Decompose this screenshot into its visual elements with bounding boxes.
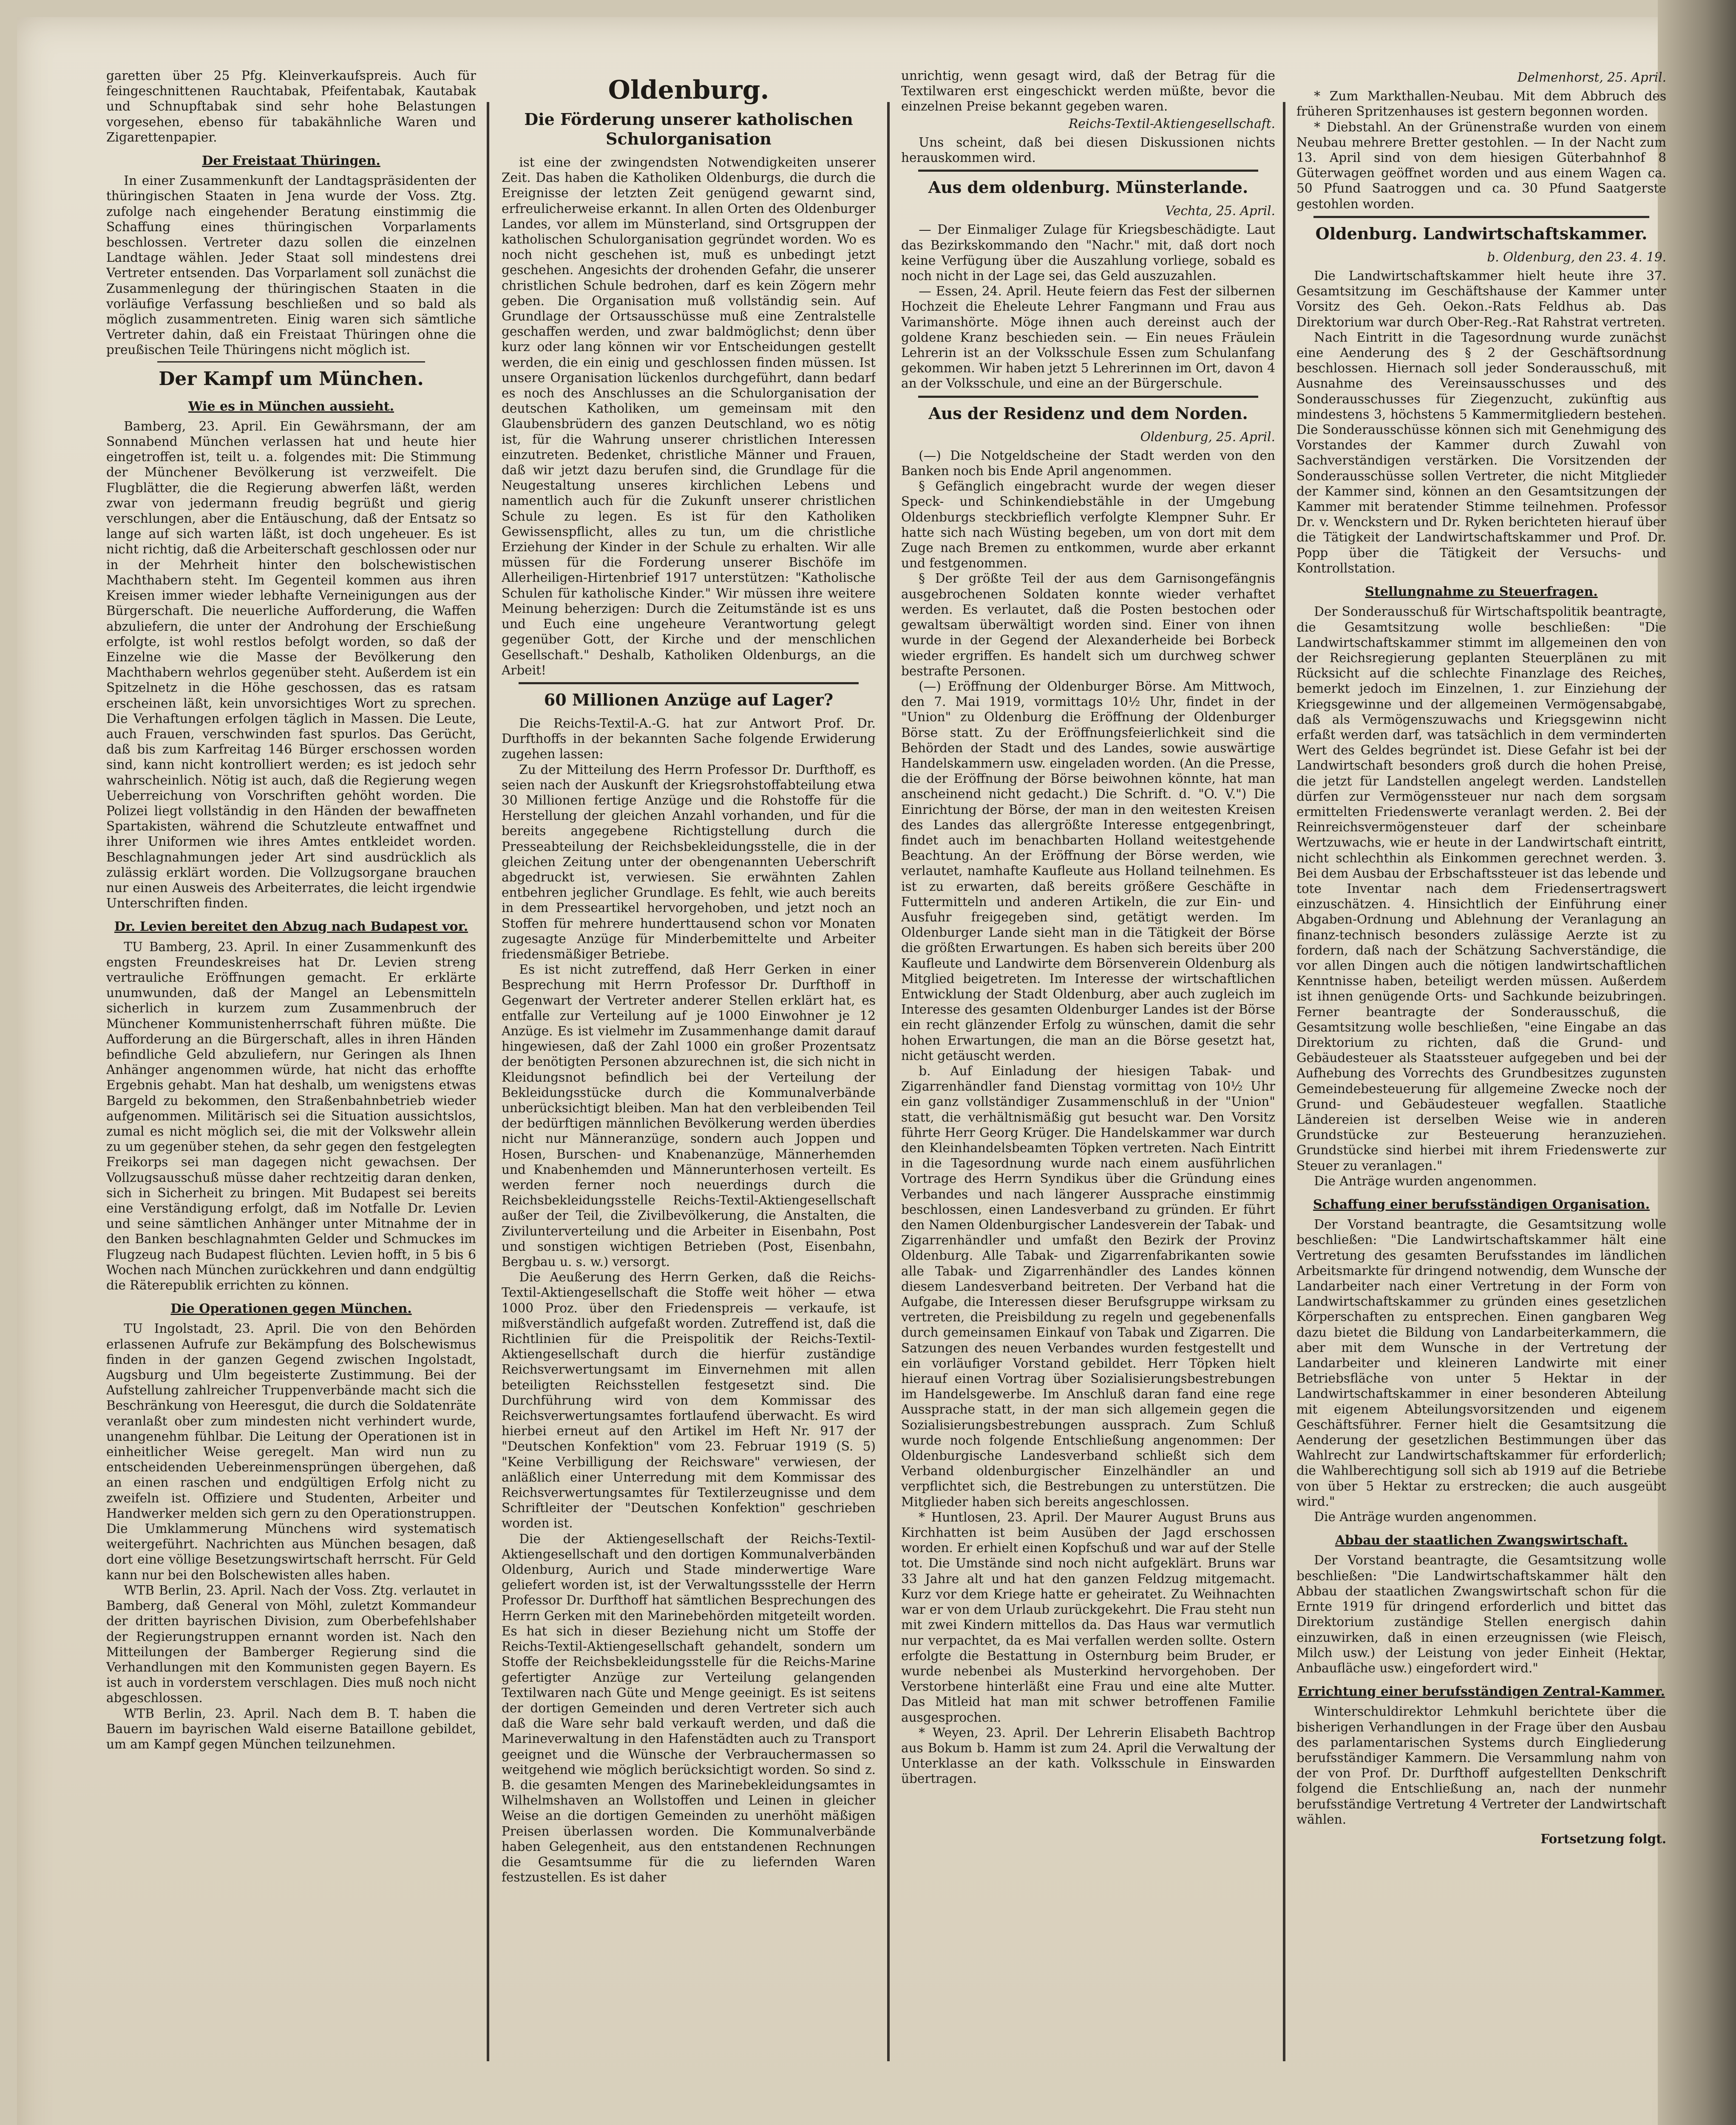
section-divider: [1313, 216, 1649, 218]
article-paragraph: (—) Die Notgeldscheine der Stadt werden von den Banken noch bis Ende April angenommen.: [901, 448, 1275, 479]
article-paragraph: Der Vorstand beantragte, die Gesamtsitzung wolle beschließen: "Die Landwirtschaftskammer hält den Abbau der staatlichen Zwangswirtschaft schon für die Ernte 1919 für dringend erforderlich und bittet das Direktorium zuständige Stellen energisch dahin einzuwirken, daß in einen erzeugnissen (wie Fleisch, Milch usw.) der Leistung von jeder Einheit (Hektar, Anbaufläche usw.) eingefordert wird.": [1296, 1553, 1666, 1675]
section-divider: [157, 361, 425, 363]
article-continuation: unrichtig, wenn gesagt wird, daß der Betrag für die Textilwaren erst eingeschickt werden müßte, bevor die einzelnen Preise bekannt gegeben waren.: [901, 68, 1275, 114]
section-title: Oldenburg. Landwirtschaftskammer.: [1315, 224, 1648, 243]
article-title: Die Förderung unserer katholischen Schulorganisation: [524, 110, 853, 148]
section-heading: Die Operationen gegen München.: [170, 1301, 412, 1317]
article-paragraph: Die der Aktiengesellschaft der Reichs-Textil-Aktiengesellschaft und den dortigen Kommunalverbänden Oldenburg, Aurich und Stade minderwertige Ware geliefert worden ist, ist der Verwaltungssstelle der Herrn Professor Dr. Durfthoff hat sämtlichen Besprechungen des Herrn Gerken mit den Marinebehörden mitgeteilt worden. Es hat sich in dieser Beziehung nicht um Stoffe der Reichs-Textil-Aktiengesellschaft gehandelt, sondern um Stoffe der Reichsbekleidungsstelle für die Reichs-Marine gefertigter Anzüge zur Verteilung gelangenden Textilwaren nach Güte und Menge geeinigt. Es ist seitens der dortigen Gemeinden und deren Vertreter sich auch daß die Ware sehr bald verkauft werden, und daß die Marineverwaltung in den Hafenstädten auch zu Transport geeignet und die Wünsche der Verbrauchermassen so weitgehend wie möglich berücksichtigt worden. So sind z. B. die gesamten Mengen des Marinebekleidungsamtes in Wilhelmshaven an Wollstoffen und Leinen in gleicher Weise an die dortigen Gemeinden zu unerhöht mäßigen Preisen überlassen worden. Die Kommunalverbände haben Gelegenheit, aus den entstandenen Rechnungen die Gesamtsumme für die zu liefernden Waren festzustellen. Es ist daher: [502, 1531, 876, 1885]
continuation-note: Fortsetzung folgt.: [1540, 1831, 1666, 1846]
dateline: Delmenhorst, 25. April.: [1517, 70, 1666, 85]
column-rule: [1283, 102, 1285, 2061]
article-paragraph: * Huntlosen, 23. April. Der Maurer August Bruns aus Kirchhatten ist beim Ausüben der Jagd erschossen worden. Er erhielt einen Kopfschuß und war auf der Stelle tot. Die Umstände sind noch nicht aufgeklärt. Bruns war 33 Jahre alt und hat den ganzen Feldzug mitgemacht. Kurz vor dem Kriege hatte er geheiratet. Zu Weihnachten war er von dem Urlaub zurückgekehrt. Die Frau steht nun mit zwei Kindern mittellos da. Das Haus war vermutlich nur verpachtet, da es Mai verfallen werden sollte. Ostern erfolgte die Bestattung in Osternburg beim Bruder, er wurde nebenbei als Musterkind hervorgehoben. Der Verstorbene hinterläßt eine Frau und eine alte Mutter. Das Mitleid hat man mit schwer betroffenen Familie ausgesprochen.: [901, 1510, 1275, 1725]
column-rule: [487, 102, 489, 2061]
section-divider: [918, 396, 1258, 398]
article-paragraph: Die Reichs-Textil-A.-G. hat zur Antwort Prof. Dr. Durfthoffs in der bekannten Sache folgende Erwiderung zugehen lassen:: [502, 716, 876, 762]
article-paragraph: Die Landwirtschaftskammer hielt heute ihre 37. Gesamtsitzung im Geschäftshause der Kammer unter Vorsitz des Geh. Oekon.-Rats Feldhus ab. Das Direktorium war durch Ober-Reg.-Rat Rahstrat vertreten.: [1296, 269, 1666, 329]
column-2: [502, 68, 876, 2061]
dateline: Vechta, 25. April.: [1165, 204, 1275, 218]
section-heading: Stellungnahme zu Steuerfragen.: [1365, 584, 1598, 600]
article-title: 60 Millionen Anzüge auf Lager?: [544, 690, 834, 709]
article-paragraph: — Essen, 24. April. Heute feiern das Fest der silbernen Hochzeit die Eheleute Lehrer Fangmann und Frau aus Varimanshörte. Möge ihnen auch dereinst auch der goldene Kranz beschieden sein. — Ein neues Fräulein Lehrerin ist an der Volksschule Essen zum Schulanfang gekommen. Wir haben jetzt 5 Lehrerinnen im Ort, davon 4 an der Volksschule, und eine an der Bürgerschule.: [901, 284, 1275, 391]
signature: Reichs-Textil-Aktiengesellschaft.: [1069, 116, 1275, 131]
article-paragraph: In einer Zusammenkunft der Landtagspräsidenten der thüringischen Staaten in Jena wurde der Voss. Ztg. zufolge nach eingehender Beratung einstimmig die Schaffung eines thüringischen Vorparlaments beschlossen. Vertreter dazu sollen die einzelnen Landtage wählen. Jeder Staat soll mindestens drei Vertreter entsenden. Das Vorparlament soll zunächst die Zusammenlegung der thüringischen Staaten in die vorläufige Verfassung beschließen und so bald als möglich zusammentreten. Einig waren sich sämtliche Vertreter dahin, daß ein Freistaat Thüringen ohne die preußischen Teile Thüringens nicht möglich ist.: [106, 173, 476, 357]
article-paragraph: § Der größte Teil der aus dem Garnisongefängnis ausgebrochenen Soldaten konnte wieder verhaftet werden. Es verlautet, daß die Posten bestochen oder gewaltsam überwältigt worden sind. Einer von ihnen wurde in der Gegend der Alexanderheide bei Borbeck wieder ergriffen. Es handelt sich um durchweg schwer bestrafte Personen.: [901, 571, 1275, 678]
article-paragraph: Bamberg, 23. April. Ein Gewährsmann, der am Sonnabend München verlassen hat und heute hier eingetroffen ist, teilt u. a. folgendes mit: Die Stimmung der Münchener Bevölkerung ist verzweifelt. Die Flugblätter, die die Regierung abwerfen läßt, werden zwar von jedermann freudig begrüßt und gierig verschlungen, aber die Entäuschung, daß der Entsatz so lange auf sich warten läßt, ist doch ungeheuer. Es ist nicht richtig, daß die Arbeiterschaft geschlossen oder nur in der Mehrheit hinter den bolschewistischen Machthabern steht. Im Gegenteil kommen aus ihren Kreisen immer wieder lebhafte Verneinigungen aus der Bürgerschaft. Die neuerliche Aufforderung, die Waffen abzuliefern, die unter der Androhung der Erschießung erfolgte, ist wohl restlos befolgt worden, so daß der Einzelne wie die Masse der Bevölkerung den Machthabern wehrlos gegenüber steht. Außerdem ist ein Spitzelnetz in die Höhe geschossen, das es ratsam erscheinen läßt, kein unvorsichtiges Wort zu sprechen. Die Verhaftungen erfolgen täglich in Massen. Die Leute, auch Frauen, verschwinden fast spurlos. Das Gerücht, daß bis zum Karfreitag 146 Bürger erschossen worden sind, kann nicht kontrolliert werden; es ist jedoch sehr wahrscheinlich. Nötig ist auch, daß die Regierung wegen Ueberreichung von Vorschriften gehöht worden. Die Polizei liegt vollständig in den Händen der bewaffneten Spartakisten, während die Schutzleute entwaffnet und ihrer Uniformen wie ihres Amtes entkleidet worden. Beschlagnahmungen jeder Art sind ausdrücklich als zulässig erklärt worden. Die Vollzugsorgane brauchen nur einen Ausweis des Arbeiterrates, die leicht irgendwie Unterschriften finden.: [106, 419, 476, 911]
section-heading: Abbau der staatlichen Zwangswirtschaft.: [1335, 1533, 1628, 1548]
article-paragraph: Die Aeußerung des Herrn Gerken, daß die Reichs-Textil-Aktiengesellschaft die Stoffe weit höher — etwa 1000 Proz. über den Friedenspreis — verkaufe, ist mißverständlich aufgefaßt worden. Zutreffend ist, daß die Richtlinien für die Preispolitik der Reichs-Textil-Aktiengesellschaft durch die hierfür zuständige Reichsverwertungsamt im Einvernehmen mit allen beteiligten Reichsstellen festgesetzt sind. Die Durchführung wird von dem Kommissar des Reichsverwertungsamtes fortlaufend überwacht. Es wird hierbei erneut auf den Artikel im Heft Nr. 917 der "Deutschen Konfektion" vom 23. Februar 1919 (S. 5) "Keine Verbilligung der Reichsware" verwiesen, der anläßlich einer Unterredung mit dem Kommissar des Reichsverwertungsamtes für Textilerzeugnisse und dem Schriftleiter der "Deutschen Konfektion" geschrieben worden ist.: [502, 1270, 876, 1531]
dateline: b. Oldenburg, den 23. 4. 19.: [1487, 249, 1666, 264]
article-paragraph: — Der Einmaliger Zulage für Kriegsbeschädigte. Laut das Bezirkskommando den "Nachr." mit, daß dort noch keine Verfügung über die Auszahlung vorliege, sobald es noch nicht in der Lage sei, das Geld auszuzahlen.: [901, 222, 1275, 283]
page-fold-shadow: [1658, 0, 1736, 2125]
article-paragraph: * Zum Markthallen-Neubau. Mit dem Abbruch des früheren Spritzenhauses ist gestern begonnen worden.: [1296, 89, 1666, 119]
article-paragraph: WTB Berlin, 23. April. Nach dem B. T. haben die Bauern im bayrischen Wald eiserne Bataillone gebildet, um am Kampf gegen München teilzunehmen.: [106, 1706, 476, 1751]
article-continuation: garetten über 25 Pfg. Kleinverkaufspreis. Auch für feingeschnittenen Rauchtabak, Pfeifentabak, Kautabak und Schnupftabak sind sehr hohe Belastungen vorgesehen, ebenso für tabakähnliche Waren und Zigarettenpapier.: [106, 68, 476, 144]
article-paragraph: WTB Berlin, 23. April. Nach der Voss. Ztg. verlautet in Bamberg, daß General von Möhl, zuletzt Kommandeur der dritten bayrischen Division, zum Oberbefehlshaber der Regierungstruppen ernannt worden ist. Nach den Mitteilungen der Bamberger Regierung sind die Verhandlungen mit den Kommunisten gegen Bayern. Es ist auch in vorderstem verschlagen. Dies muß noch nicht abgeschlossen.: [106, 1583, 476, 1706]
article-paragraph: Zu der Mitteilung des Herrn Professor Dr. Durfthoff, es seien nach der Auskunft der Kriegsrohstoffabteilung etwa 30 Millionen fertige Anzüge und die Rohstoffe für die Herstellung der gleichen Anzahl vorhanden, und für die bereits angegebene Richtigstellung durch die Presseabteilung der Reichsbekleidungsstelle, die in der gleichen Zeitung unter der obengenannten Ueberschrift abgedruckt ist, verwiesen. Sie erwähnten Zahlen entbehren jeglicher Grundlage. Es fehlt, wie auch bereits in dem Presseartikel hervorgehoben, und jetzt noch an Stoffen für mehrere hunderttausend schon vor Monaten zugesagte Anzüge für Minderbemittelte und Arbeiter friedensmäßiger Betriebe.: [502, 762, 876, 961]
article-paragraph: Nach Eintritt in die Tagesordnung wurde zunächst eine Aenderung des § 2 der Geschäftsordnung beschlossen. Hiernach soll jeder Sonderausschuß, mit Ausnahme des Vereinsausschusses und des Sonderausschusses für Ziegenzucht, zukünftig aus mindestens 3, höchstens 5 Kammermitgliedern bestehen. Die Sonderausschüsse können sich mit Genehmigung des Vorstandes der Kammer durch Zuwahl von Sachverständigen verstärken. Die Vorsitzenden der Sonderausschüsse sollen Vertreter, die nicht Mitglieder der Kammer sind, können an den Gesamtsitzungen der Kammer mit beratender Stimme teilnehmen. Professor Dr. v. Wenckstern und Dr. Ryken berichteten hierauf über die Tätigkeit der Landwirtschaftskammer und Prof. Dr. Popp über die Tätigkeit der Versuchs- und Kontrollstation.: [1296, 330, 1666, 575]
article-paragraph: Der Sonderausschuß für Wirtschaftspolitik beantragte, die Gesamtsitzung wolle beschließen: "Die Landwirtschaftskammer stimmt im allgemeinen den von der Reichsregierung geplanten Steuerplänen zu mit Rücksicht auf die schlechte Finanzlage des Reiches, bemerkt jedoch im Einzelnen, 1. zur Einziehung der Kriegsgewinne und der allgemeinen Vermögensabgabe, daß als Vermögenszuwachs und Kriegsgewinn nicht erfaßt werden darf, was tatsächlich in dem verminderten Wert des Geldes begründet ist. Diese Gefahr ist bei der Landwirtschaft besonders groß durch die hohen Preise, die jetzt für Landstellen angelegt werden. Landstellen dürfen zur Vermögenssteuer nur nach dem sorgsam ermittelten Friedenswerte veranlagt werden. 2. Bei der Reinreichsvermögensteuer darf der scheinbare Wertzuwachs, wie er heute in der Landwirtschaft eintritt, nicht schlechthin als Einkommen gerechnet werden. 3. Bei dem Ausbau der Erbschaftssteuer ist das lebende und tote Inventar nach dem Friedensertragswert einzuschätzen. 4. Hinsichtlich der Einführung einer Abgaben-Ordnung und Ablehnung der Veranlagung an finanz-technisch besonders zulässige Aerzte ist zu fordern, daß nach der Schätzung Sachverständige, die vor allen Dingen auch die nötigen landwirtschaftlichen Kenntnisse haben, beteiligt werden müssen. Außerdem ist ihnen genügende Orts- und Sachkunde beizubringen. Ferner beantragte der Sonderausschuß, die Gesamtsitzung wolle beschließen, "eine Eingabe an das Direktorium zu richten, daß die Grund- und Gebäudesteuer als Staatssteuer aufgegeben und bei der Aufhebung des Vorrechts des Grundbesitzes zugunsten Gemeindebesteuerung für allgemeine Zwecke noch der Grund- und Gebäudesteuer wegfallen. Staatliche Ländereien ist derselben Weise wie in anderen Grundstücke zur Besteuerung heranzuziehen. Grundstücke sind hierbei mit ihrem Friedenswerte zur Steuer zu veranlagen.": [1296, 604, 1666, 1173]
article-paragraph: * Weyen, 23. April. Der Lehrerin Elisabeth Bachtrop aus Bokum b. Hamm ist zum 24. April die Verwaltung der Unterklasse an der kath. Volksschule in Einswarden übertragen.: [901, 1725, 1275, 1786]
article-paragraph: Die Anträge wurden angenommen.: [1314, 1173, 1537, 1188]
article-paragraph: Der Vorstand beantragte, die Gesamtsitzung wolle beschließen: "Die Landwirtschaftskammer hält eine Vertretung des gesamten Berufsstandes im ländlichen Arbeitsmarkte für dringend notwendig, dem Wunsche der Landarbeiter nach einer Vertretung in der Form von Landwirtschaftskammer zu gründen eines gesetzlichen Körperschaften zu entsprechen. Einen gangbaren Weg dazu bietet die Bildung von Landarbeiterkammern, die aber mit dem Wunsche in der Vertretung der Landarbeiter und kleineren Landwirte mit einer Betriebsfläche von unter 5 Hektar in der Landwirtschaftskammer in einer besonderen Abteilung mit eigenem Abteilungsvorsitzenden und eigenem Geschäftsführer. Ferner hielt die Gesamtsitzung die Aenderung der gesetzlichen Bestimmungen über das Wahlrecht zur Landwirtschaftskammer für erforderlich; die Wahlberechtigung soll sich ab 1919 auf die Betriebe von über 5 Hektar zu erstrecken; die auch ausgeübt wird.": [1296, 1217, 1666, 1509]
article-paragraph: Es ist nicht zutreffend, daß Herr Gerken in einer Besprechung mit Herrn Professor Dr. Durfthoff in Gegenwart der Vertreter anderer Stellen erklärt hat, es entfalle zur Verteilung auf je 1000 Einwohner je 12 Anzüge. Es ist vielmehr im Zusammenhange damit darauf hingewiesen, daß der Zahl 1000 ein großer Prozentsatz der benötigten Personen abzurechnen ist, die sich nicht in Kleidungsnot befindlich bei der Verteilung der Bekleidungsstücke durch die Kommunalverbände unberücksichtigt bleiben. Man hat den verbleibenden Teil der bedürftigen männlichen Bevölkerung werden überdies nicht nur Männeranzüge, sondern auch Joppen und Hosen, Burschen- und Knabenanzüge, Männerhemden und Knabenhemden und Männerunterhosen verteilt. Es werden ferner noch neuerdings durch die Reichsbekleidungsstelle Reichs-Textil-Aktiengesellschaft außer der Teil, die Zivilbevölkerung, die Anstalten, die Zivilunterverteilung und die Arbeiter in Eisenbahn, Post und sonstigen wichtigen Betrieben (Post, Eisenbahn, Bergbau u. s. w.) versorgt.: [502, 962, 876, 1269]
section-heading: Errichtung einer berufsständigen Zentral-Kammer.: [1298, 1684, 1665, 1700]
section-heading: Wie es in München aussieht.: [188, 399, 394, 414]
section-heading: Dr. Levien bereitet den Abzug nach Budapest vor.: [114, 919, 468, 935]
article-paragraph: Die Anträge wurden angenommen.: [1314, 1510, 1537, 1524]
column-4: [1296, 68, 1666, 2061]
article-paragraph: TU Ingolstadt, 23. April. Die von den Behörden erlassenen Aufrufe zur Bekämpfung des Bolschewismus finden in der ganzen Gegend zwischen Ingolstadt, Augsburg und Ulm begeisterte Zustimmung. Bei der Aufstellung zahlreicher Truppenverbände macht sich die Beschränkung von Heeresgut, die durch die Soldatenräte veranlaßt ober zum mindesten nicht verhindert wurde, unangenehm fühlbar. Die Leitung der Operationen ist in einheitlicher Weise geregelt. Man wird nun zu entscheidenden Uebereinmensprüngen übergehen, daß an einen raschen und endgültigen Erfolg nicht zu zweifeln ist. Offiziere und Studenten, Arbeiter und Handwerker melden sich gern zu den Operationstruppen. Die Umklammerung Münchens wird systematisch weitergeführt. Nachrichten aus München besagen, daß dort eine völlige Besetzungswirtschaft herrscht. Für Geld kann nur bei den Bolschewisten alles haben.: [106, 1321, 476, 1582]
article-paragraph: TU Bamberg, 23. April. In einer Zusammenkunft des engsten Freundeskreises hat Dr. Levien streng vertrauliche Eröffnungen gemacht. Er erklärte unumwunden, daß der Mangel an Lebensmitteln sicherlich in kurzem zum Zusammenbruch der Münchener Kommunistenherrschaft führen müßte. Die Aufforderung an die Bürgerschaft, alles in ihren Händen befindliche Geld abzuliefern, nur Geringen als Ihnen Anhänger angenommen würde, hat nicht das erhoffte Ergebnis gehabt. Man hat deshalb, um wenigstens etwas Bargeld zu bekommen, den Straßenbahnbetrieb wieder aufgenommen. Militärisch sei die Situation aussichtslos, zumal es nicht möglich sei, die mit der Volkswehr allein zu um gegenüber stehen, da sehr gegen den festgelegten Freikorps sei man dagegen nicht gewachsen. Der Vollzugsausschuß müsse daher rechtzeitig daran denken, sich in Sicherheit zu bringen. Mit Budapest sei bereits eine Verständigung erfolgt, daß im Notfalle Dr. Levien und seine sämtlichen Anhänger unter Mitnahme der in den Banken beschlagnahmten Gelder und Schmuckes im Flugzeug nach Budapest flüchten. Levien hofft, in 5 bis 6 Wochen nach München zurückkehren und dann endgültig die Räterepublik errichten zu können.: [106, 939, 476, 1293]
section-divider: [918, 170, 1258, 172]
article-paragraph: ist eine der zwingendsten Notwendigkeiten unserer Zeit. Das haben die Katholiken Oldenburgs, die durch die Ereignisse der letzten Zeit genügend gewarnt sind, erfreulicherweise erkannt. In allen Orten des Oldenburger Landes, vor allem im Münsterland, sind Ortsgruppen der katholischen Schulorganisation gegründet worden. Wo es noch nicht geschehen ist, muß es unbedingt jetzt geschehen. Angesichts der drohenden Gefahr, die unserer christlichen Schule bedrohen, darf es kein Zögern mehr geben. Die Organisation muß vollständig sein. Auf Grundlage der Ortsausschüsse muß eine Zentralstelle geschaffen werden, und zwar baldmöglichst; denn über kurz oder lang können wir vor Entscheidungen gestellt werden, die ein einig und geschlossen finden müssen. Ist unsere Organisation lückenlos durchgeführt, dann bedarf es noch des Anschlusses an die Schulorganisation der deutschen Katholiken, um gemeinsam mit den Glaubensbrüdern des ganzen Deutschland, wo es nötig ist, für die Wahrung unserer christlichen Interessen einzutreten. Bedenket, christliche Männer und Frauen, daß wir jetzt dazu berufen sind, die Grundlage für die Neugestaltung unseres kirchlichen Lebens und namentlich auch für die Zukunft unserer christlichen Schule zu legen. Es ist für den Katholiken Gewissenspflicht, alles zu tun, um die christliche Erziehung der Kinder in der Schule zu erhalten. Wir alle müssen für die Forderung unserer Bischöfe im Allerheiligen-Hirtenbrief 1917 unterstützen: "Katholische Schulen für katholische Kinder." Wir müssen ihre weitere Meinung beherzigen: Durch die Zeitumstände ist es uns und Euch eine ungeheure Verantwortung gelegt gegenüber Gott, der Kirche und der menschlichen Gesellschaft." Deshalb, Katholiken Oldenburgs, an die Arbeit!: [502, 155, 876, 677]
section-divider: [519, 682, 859, 684]
column-rule: [887, 102, 890, 2061]
section-title: Oldenburg.: [608, 75, 769, 105]
dateline: Oldenburg, 25. April.: [1140, 429, 1275, 444]
section-heading: Schaffung einer berufsständigen Organisation.: [1313, 1197, 1650, 1213]
article-paragraph: b. Auf Einladung der hiesigen Tabak- und Zigarrenhändler fand Dienstag vormittag von 10½ Uhr ein ganz vollständiger Zusammenschluß in der "Union" statt, die verhältnismäßig gut besucht war. Den Vorsitz führte Herr Georg Krüger. Die Handelskammer war durch den Kleinhandelsbeamten Töpken vertreten. Nach Eintritt in die Tagesordnung wurde nach einem ausführlichen Vortrage des Herrn Syndikus über die Gründung eines Verbandes und nach längerer Aussprache einstimmig beschlossen, einen Landesverband zu gründen. Er führt den Namen Oldenburgischer Landesverein der Tabak- und Zigarrenhändler und umfaßt den Bezirk der Provinz Oldenburg. Alle Tabak- und Zigarrenfabrikanten sowie alle Tabak- und Zigarrenhändler des Landes können diesem Landesverband beitreten. Der Verband hat die Aufgabe, die Interessen dieser Berufsgruppe wirksam zu vertreten, die Preisbildung zu regeln und gegebenenfalls durch gemeinsamen Einkauf von Tabak und Zigarren. Die Satzungen des neuen Verbandes wurden festgestellt und ein vorläufiger Vorstand gebildet. Herr Töpken hielt hierauf einen Vortrag über Sozialisierungsbestrebungen im Handelsgewerbe. Im Anschluß daran fand eine rege Aussprache statt, in der man sich allgemein gegen die Sozialisierungsbestrebungen aussprach. Zum Schluß wurde noch folgende Entschließung angenommen: Der Oldenburgische Landesverband schließt sich dem Verband oldenburgischer Einzelhändler an und verpflichtet sich, die Bestrebungen zu unterstützen. Die Mitglieder haben sich bereits angeschlossen.: [901, 1063, 1275, 1509]
section-title: Aus der Residenz und dem Norden.: [928, 403, 1248, 423]
section-title: Aus dem oldenburg. Münsterlande.: [928, 178, 1248, 197]
section-heading: Der Freistaat Thüringen.: [202, 153, 380, 169]
article-title: Der Kampf um München.: [159, 368, 424, 390]
article-paragraph: * Diebstahl. An der Grünenstraße wurden von einem Neubau mehrere Bretter gestohlen. — In der Nacht zum 13. April sind von dem hiesigen Güterbahnhof 8 Güterwagen geöffnet worden und aus einem Wagen ca. 50 Pfund Saatroggen und ca. 30 Pfund Saatgerste gestohlen worden.: [1296, 119, 1666, 211]
article-paragraph: Winterschuldirektor Lehmkuhl berichtete über die bisherigen Verhandlungen in der Frage über den Ausbau des parlamentarischen Systems durch Eingliederung berufsständiger Kammern. Die Versammlung nahm von der von Prof. Dr. Durfthoff aufgestellten Denkschrift folgend die Entschließung an, nach der nunmehr berufsständige Vertretung 4 Vertreter der Landwirtschaft wählen.: [1296, 1704, 1666, 1827]
article-paragraph: § Gefänglich eingebracht wurde der wegen dieser Speck- und Schinkendiebstähle in der Umgebung Oldenburgs steckbrieflich verfolgte Klempner Suhr. Er hatte sich nach Wüsting begeben, um von dort mit dem Zuge nach Bremen zu entkommen, wurde aber erkannt und festgenommen.: [901, 479, 1275, 571]
article-paragraph: Uns scheint, daß bei diesen Diskussionen nichts herauskommen wird.: [901, 135, 1275, 165]
column-3: [901, 68, 1275, 2061]
column-1: [106, 68, 476, 2061]
article-paragraph: (—) Eröffnung der Oldenburger Börse. Am Mittwoch, den 7. Mai 1919, vormittags 10½ Uhr, findet in der "Union" zu Oldenburg die Eröffnung der Oldenburger Börse statt. Zu der Eröffnungsfeierlichkeit sind die Behörden der Stadt und des Landes, sowie auswärtige Handelskammern usw. eingeladen worden. (An die Presse, die der Eröffnung der Börse beiwohnen könnte, hat man anscheinend nicht gedacht.) Die Schrift. d. "O. V.") Die Einrichtung der Börse, der man in den weitesten Kreisen des Landes das allergrößte Interesse entgegenbringt, findet auch im benachbarten Holland weitestgehende Beachtung. An der Eröffnung der Börse werden, wie verlautet, namhafte Kaufleute aus Holland teilnehmen. Es ist zu erwarten, daß bereits größere Geschäfte in Futtermitteln und anderen Artikeln, die zur Ein- und Ausfuhr freigegeben sind, getätigt werden. Im Oldenburger Lande sieht man in die Tätigkeit der Börse die größten Erwartungen. Es haben sich bereits über 200 Kaufleute und Landwirte dem Börsenverein Oldenburg als Mitglied beigetreten. Im Interesse der wirtschaftlichen Entwicklung der Stadt Oldenburg, aber auch zugleich im Interesse des gesamten Oldenburger Landes ist der Börse ein recht glänzender Erfolg zu wünschen, damit die sehr hohen Erwartungen, die man an die Börse gesetzt hat, nicht getäuscht werden.: [901, 679, 1275, 1063]
